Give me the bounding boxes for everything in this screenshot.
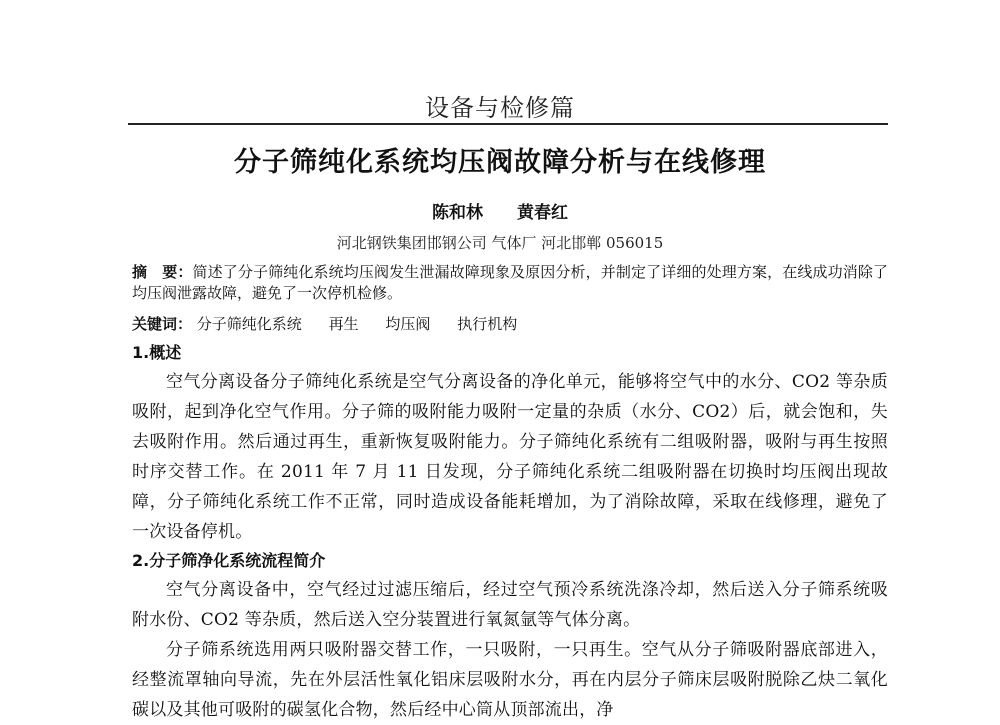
section-header: 设备与检修篇	[425, 94, 575, 122]
paragraph: 空气分离设备分子筛纯化系统是空气分离设备的净化单元，能够将空气中的水分、CO2 等杂质吸附，起到净化空气作用。分子筛的吸附能力吸附一定量的杂质（水分、CO2）后，就会饱和，失去吸附作用。然后通过再生，重新恢复吸附能力。分子筛纯化系统有二组吸附器，吸附与再生按照时序交替工作。在 2011 年 7 月 11 日发现，分子筛纯化系统二组吸附器在切换时均压阀出现故障，分子筛纯化系统工作不正常，同时造成设备能耗增加，为了消除故障，采取在线修理，避免了一次设备停机。	[132, 372, 888, 542]
paragraph: 空气分离设备中，空气经过过滤压缩后，经过空气预冷系统洗涤冷却，然后送入分子筛系统吸附水份、CO2 等杂质，然后送入空分装置进行氧氮氩等气体分离。	[132, 580, 888, 630]
article-body	[132, 339, 888, 725]
section-heading-overview: 1.概述	[132, 343, 182, 362]
authors	[0, 198, 1000, 223]
author-1: 陈和林	[432, 203, 484, 223]
keyword: 再生	[328, 315, 359, 333]
paragraph: 分子筛系统选用两只吸附器交替工作，一只吸附，一只再生。空气从分子筛吸附器底部进入，经整流罩轴向导流，先在外层活性氧化铝床层吸附水分，再在内层分子筛床层吸附脱除乙炔二氧化碳以及其他可吸附的碳氢化合物，然后经中心筒从顶部流出，净	[132, 640, 888, 720]
abstract-text: 简述了分子筛纯化系统均压阀发生泄漏故障现象及原因分析，并制定了详细的处理方案，在线成功消除了均压阀泄露故障，避免了一次停机检修。	[132, 263, 888, 302]
affiliation: 河北钢铁集团邯钢公司 气体厂 河北邯郸 056015	[336, 234, 664, 252]
abstract	[132, 262, 888, 304]
keyword: 执行机构	[457, 315, 518, 333]
section-heading-process: 2.分子筛净化系统流程简介	[132, 551, 326, 570]
keywords-label: 关键词：	[132, 315, 193, 333]
abstract-label: 摘 要：	[132, 263, 193, 281]
header-rule	[128, 123, 888, 125]
article-title: 分子筛纯化系统均压阀故障分析与在线修理	[234, 147, 766, 178]
author-2: 黄春红	[516, 203, 568, 223]
keywords	[132, 314, 888, 335]
keyword: 分子筛纯化系统	[196, 315, 302, 333]
keyword: 均压阀	[385, 315, 431, 333]
